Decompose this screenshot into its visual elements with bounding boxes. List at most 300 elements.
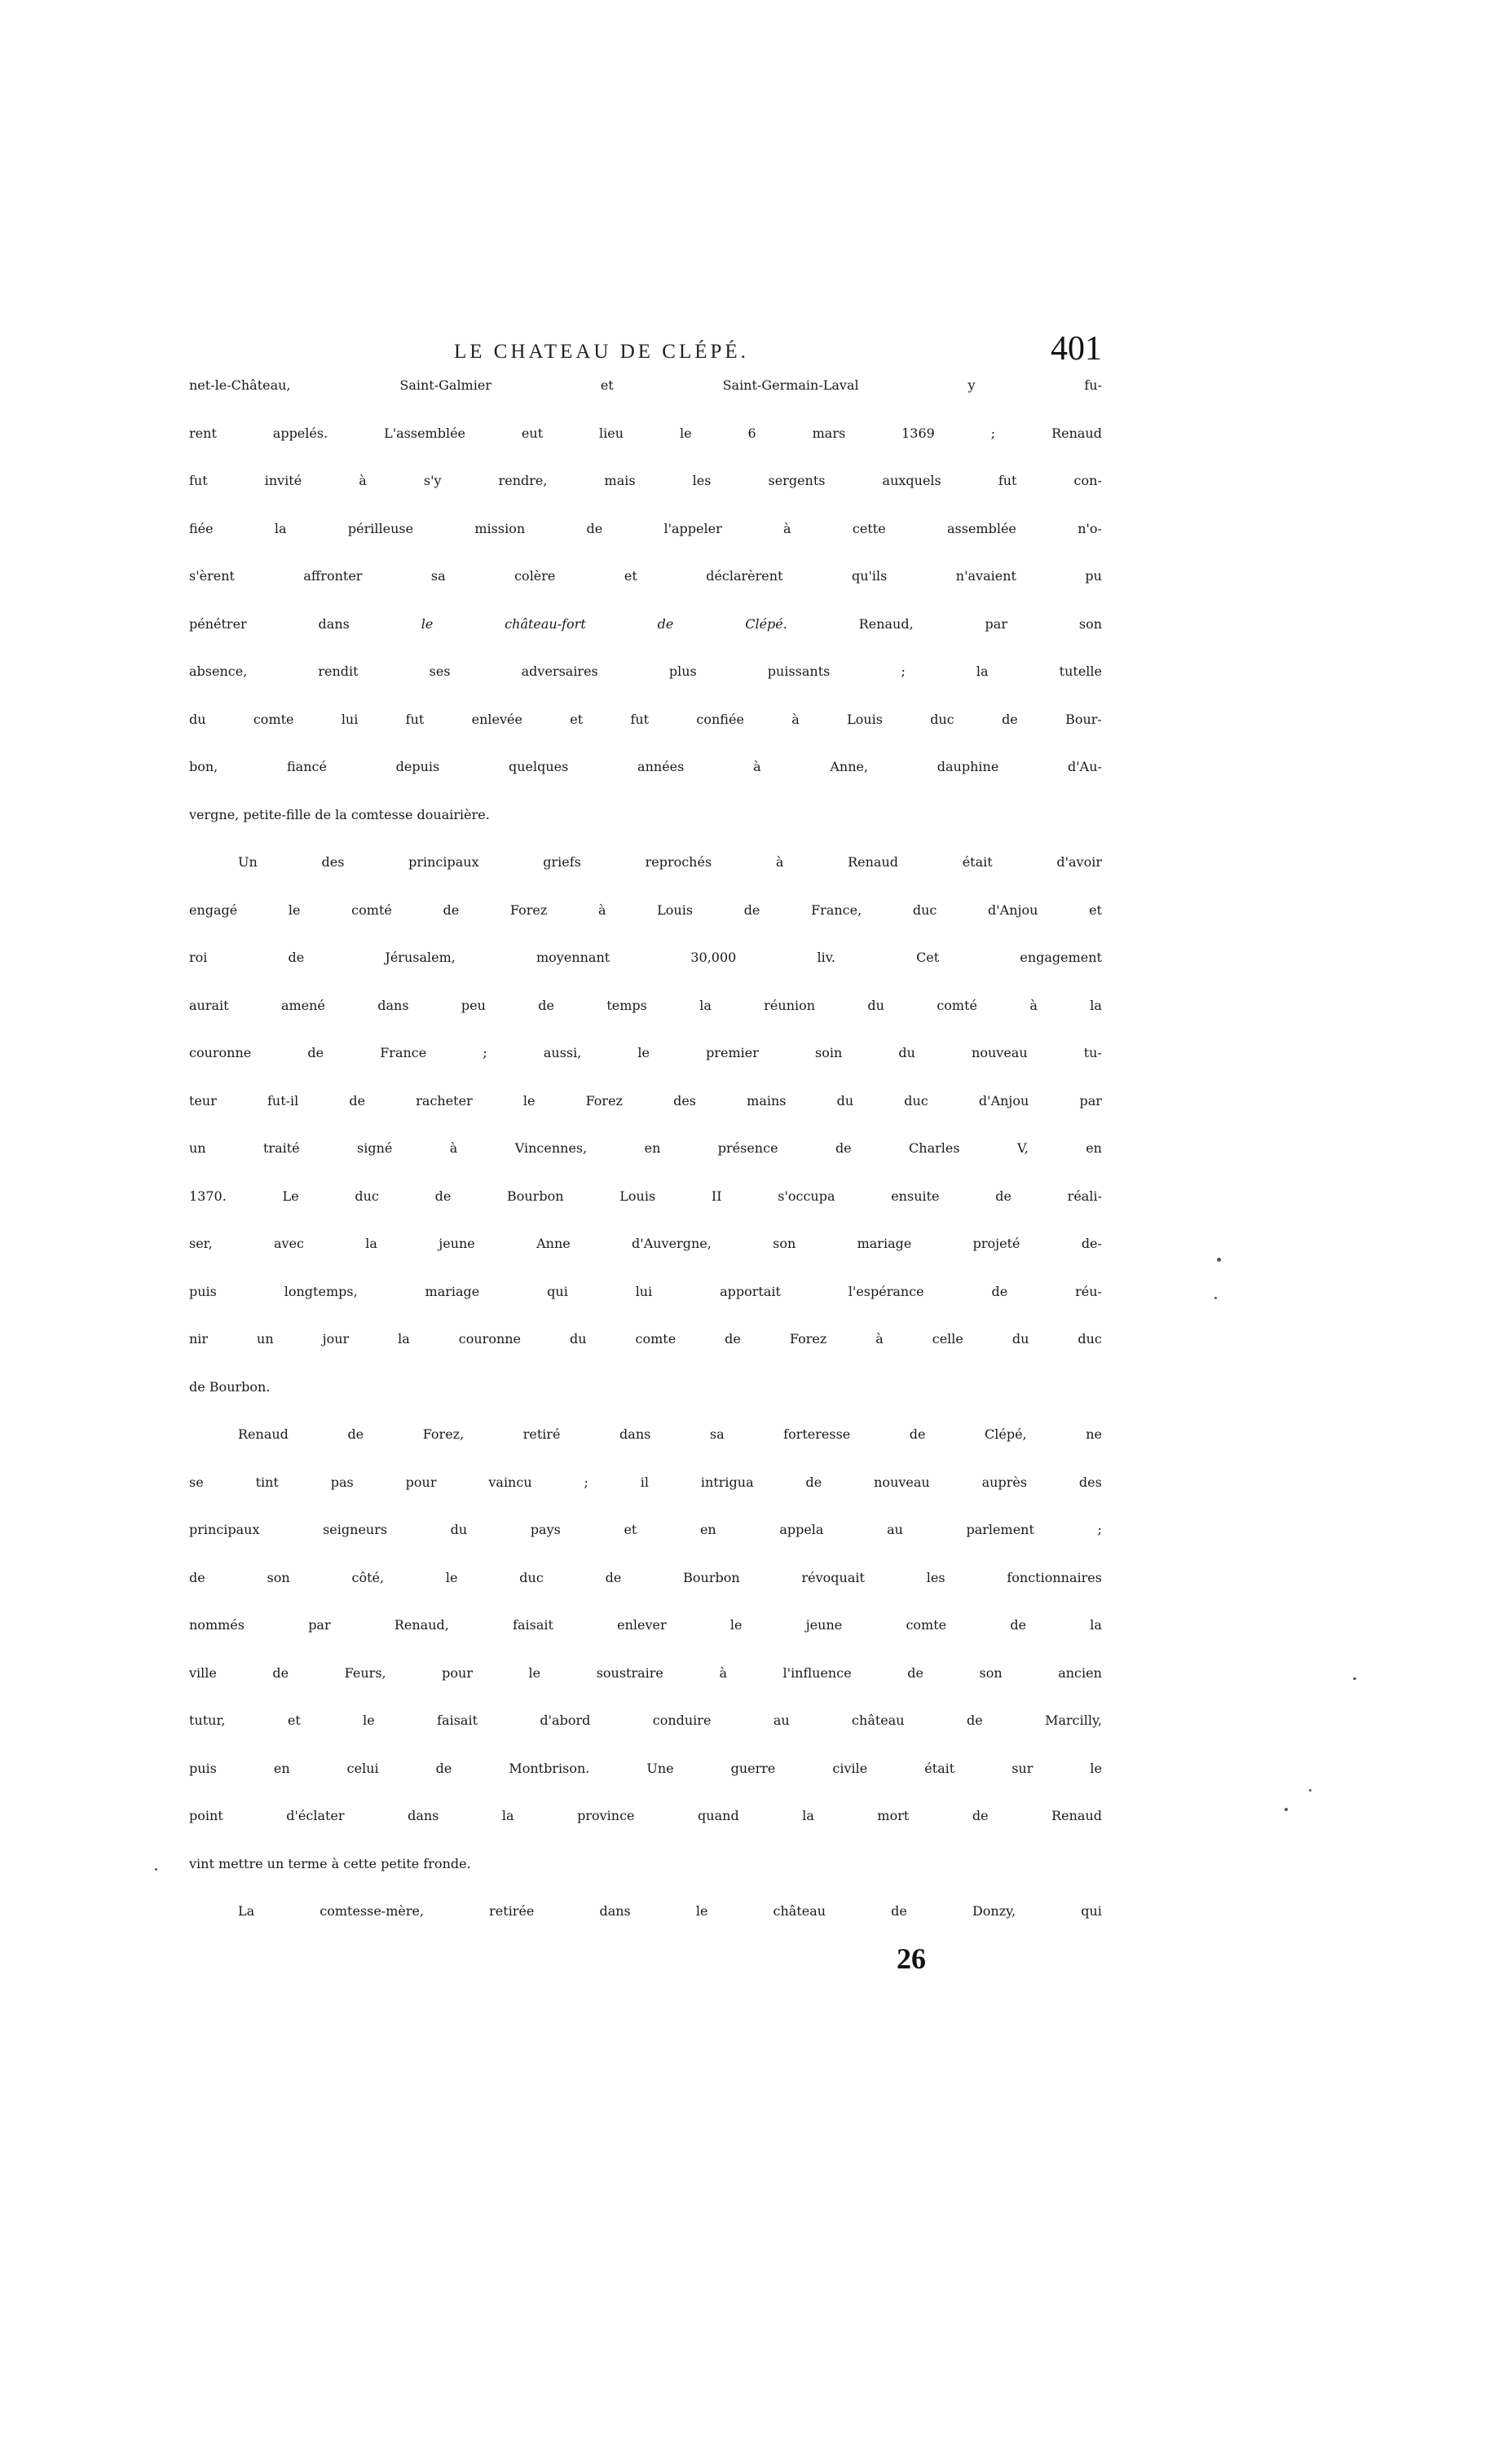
word: sa: [709, 1426, 725, 1442]
word: signé: [357, 1140, 393, 1156]
word: Saint-Germain-Laval: [722, 377, 859, 393]
text-line: [189, 568, 1102, 616]
word: son: [979, 1664, 1003, 1681]
word: aussi,: [543, 1045, 582, 1060]
text-line: [189, 759, 1102, 807]
paragraph-first-line: [189, 1426, 1102, 1474]
word: le: [695, 1903, 708, 1919]
word: à: [359, 473, 367, 488]
word: depuis: [395, 759, 440, 774]
word: jeune: [805, 1617, 843, 1633]
word: de: [288, 950, 305, 965]
word: le: [288, 901, 301, 918]
word: en: [699, 1522, 716, 1537]
word: lieu: [599, 425, 624, 441]
text-line: [189, 1188, 1102, 1236]
word: plus: [668, 663, 697, 679]
word: tutelle: [1059, 663, 1102, 679]
word: à: [875, 1331, 884, 1347]
word: Forez,: [422, 1426, 465, 1442]
word: II: [711, 1188, 722, 1204]
word: réu-: [1075, 1283, 1102, 1299]
word: à: [1029, 997, 1038, 1013]
text-line: [189, 1284, 1102, 1332]
paper-speck: [1353, 1677, 1356, 1680]
word: duc: [519, 1569, 544, 1585]
word: la: [802, 1808, 814, 1823]
word: Charles: [909, 1140, 960, 1156]
word: du: [189, 711, 206, 727]
word: comte: [906, 1617, 947, 1633]
word: se: [189, 1474, 204, 1490]
word: cette: [852, 520, 886, 536]
word: s'èrent: [189, 568, 235, 584]
word: auprès: [981, 1474, 1028, 1490]
word: mission: [474, 520, 526, 536]
word: à: [597, 901, 606, 918]
word: adversaires: [521, 663, 598, 679]
word: faisait: [437, 1712, 478, 1728]
text-segment: pénétrer dans: [189, 615, 421, 632]
text-line: [189, 1712, 1102, 1761]
word: fut: [189, 473, 208, 488]
text-line: [189, 998, 1102, 1046]
word: comté: [351, 901, 392, 918]
word: vaincu: [488, 1474, 532, 1490]
page-number: 401: [1051, 330, 1102, 368]
word: sur: [1011, 1760, 1033, 1776]
word: l'influence: [782, 1664, 852, 1681]
word: par: [308, 1617, 331, 1633]
word: France,: [811, 901, 862, 918]
word: au: [887, 1522, 903, 1537]
word: des: [321, 854, 345, 870]
word: des: [1078, 1474, 1102, 1490]
word: retiré: [522, 1426, 561, 1442]
word: par: [1079, 1092, 1102, 1109]
word: la: [1090, 997, 1102, 1013]
word: de: [538, 997, 554, 1013]
word: et: [1089, 901, 1102, 918]
word: le: [1090, 1760, 1102, 1776]
paper-speck: [155, 1868, 157, 1871]
word: années: [637, 759, 685, 774]
word: Forez: [789, 1331, 827, 1347]
word: Renaud: [1051, 425, 1102, 441]
word: France: [380, 1045, 427, 1060]
word: affronter: [303, 568, 363, 584]
word: ville: [189, 1664, 217, 1681]
word: ;: [1097, 1522, 1102, 1537]
word: Anne: [536, 1236, 571, 1251]
word: du: [1011, 1331, 1029, 1347]
word: retirée: [489, 1903, 535, 1919]
word: fu-: [1084, 377, 1102, 393]
word: moyennant: [535, 950, 610, 965]
word: Le: [282, 1188, 299, 1204]
word: auxquels: [882, 473, 941, 488]
word: et: [287, 1712, 301, 1728]
word: 1369: [901, 425, 935, 441]
word: ensuite: [891, 1188, 940, 1204]
running-head: [189, 329, 1120, 378]
word: était: [924, 1760, 955, 1776]
word: duc: [912, 901, 937, 918]
word: tint: [255, 1474, 279, 1490]
word: d'éclater: [286, 1808, 345, 1823]
word: des: [673, 1092, 697, 1109]
word: la: [501, 1808, 514, 1823]
word: V,: [1016, 1140, 1029, 1156]
word: eut: [521, 425, 544, 441]
text-line: [189, 663, 1102, 712]
word: duc: [904, 1092, 928, 1109]
text-line: [189, 1570, 1102, 1618]
word: mariage: [425, 1283, 480, 1299]
word: de: [743, 901, 760, 918]
word: ;: [901, 663, 906, 679]
word: les: [692, 473, 712, 488]
word: du: [867, 997, 884, 1013]
paragraph-first-line: [189, 1903, 1102, 1951]
running-title: LE CHATEAU DE CLÉPÉ.: [454, 341, 749, 363]
word: de: [909, 1426, 926, 1442]
text-line: de Bourbon.: [189, 1378, 271, 1395]
word: nir: [189, 1331, 209, 1347]
word: la: [398, 1331, 410, 1347]
word: appelés.: [272, 425, 328, 441]
word: ses: [429, 663, 451, 679]
text-line: [189, 1093, 1102, 1141]
word: ;: [990, 425, 996, 441]
word: avec: [273, 1236, 304, 1251]
word: fiancé: [286, 759, 327, 774]
word: de: [189, 1569, 205, 1585]
text-line: [189, 473, 1102, 521]
word: jeune: [439, 1236, 475, 1251]
word: y: [967, 377, 976, 393]
word: mort: [877, 1808, 910, 1823]
word: Donzy,: [972, 1903, 1016, 1919]
word: de: [605, 1569, 622, 1585]
word: la: [365, 1236, 377, 1251]
word: de: [1002, 711, 1018, 727]
word: fonctionnaires: [1007, 1569, 1102, 1585]
word: civile: [832, 1760, 868, 1776]
word: Une: [646, 1760, 674, 1776]
word: Louis: [847, 711, 883, 727]
word: quand: [698, 1808, 739, 1823]
word: château: [773, 1903, 826, 1919]
word: de: [307, 1045, 324, 1060]
text-line: [189, 1140, 1102, 1188]
text-line: [189, 1474, 1102, 1523]
word: un: [189, 1140, 206, 1156]
word: confiée: [696, 711, 744, 727]
word: mais: [604, 473, 636, 488]
word: Louis: [619, 1188, 656, 1204]
word: guerre: [730, 1760, 776, 1776]
word: traité: [263, 1140, 300, 1156]
word: Bour-: [1065, 711, 1102, 727]
word: le: [528, 1664, 541, 1681]
word: à: [791, 711, 800, 727]
word: la: [699, 997, 712, 1013]
word: d'Anjou: [988, 901, 1038, 918]
word: quelques: [508, 759, 569, 774]
text-line: [189, 902, 1102, 950]
paper-speck: [1285, 1808, 1288, 1811]
word: comté: [937, 997, 977, 1013]
text-line: [189, 1617, 1102, 1665]
word: nouveau: [972, 1045, 1028, 1060]
word: le: [637, 1045, 650, 1060]
word: d'avoir: [1056, 854, 1102, 870]
word: dans: [377, 997, 409, 1013]
word: de: [349, 1092, 366, 1109]
word: s'y: [423, 473, 442, 488]
word: Un: [238, 854, 258, 870]
word: périlleuse: [347, 520, 414, 536]
word: pour: [405, 1474, 437, 1490]
word: de: [443, 901, 460, 918]
word: pu: [1085, 568, 1102, 584]
word: premier: [706, 1045, 759, 1060]
word: n'avaient: [955, 568, 1016, 584]
word: Forez: [585, 1092, 623, 1109]
word: d'Au-: [1068, 759, 1102, 774]
word: comte: [635, 1331, 676, 1347]
word: nouveau: [874, 1474, 930, 1490]
body-text: [189, 377, 1102, 1951]
word: principaux: [189, 1522, 260, 1537]
word: n'o-: [1078, 520, 1102, 536]
word: duc: [930, 711, 954, 727]
word: présence: [717, 1140, 778, 1156]
word: de: [995, 1188, 1011, 1204]
paper-speck: [1309, 1789, 1311, 1792]
word: du: [836, 1092, 854, 1109]
word: de: [805, 1474, 822, 1490]
word: liv.: [817, 950, 835, 965]
word: longtemps,: [284, 1283, 358, 1299]
word: mars: [812, 425, 846, 441]
word: Louis: [657, 901, 694, 918]
word: forteresse: [783, 1426, 851, 1442]
word: à: [449, 1140, 458, 1156]
word: tutur,: [189, 1712, 226, 1728]
word: absence,: [189, 663, 248, 679]
word: du: [898, 1045, 915, 1060]
word: fut-il: [267, 1092, 299, 1109]
word: dans: [408, 1808, 439, 1823]
word: appela: [779, 1522, 824, 1537]
word: enlever: [617, 1617, 667, 1633]
word: Vincennes,: [514, 1140, 588, 1156]
word: puissants: [767, 663, 831, 679]
word: parlement: [966, 1522, 1034, 1537]
word: la: [274, 520, 287, 536]
word: un: [257, 1331, 274, 1347]
word: point: [189, 1808, 223, 1823]
word: sergents: [768, 473, 826, 488]
text-line: [189, 1236, 1102, 1284]
word: Bourbon: [507, 1188, 564, 1204]
word: assemblée: [946, 520, 1016, 536]
word: soustraire: [596, 1664, 663, 1681]
word: et: [624, 1522, 637, 1537]
word: couronne: [458, 1331, 522, 1347]
word: duc: [1078, 1331, 1102, 1347]
word: à: [753, 759, 761, 774]
word: pas: [330, 1474, 354, 1490]
word: dauphine: [937, 759, 999, 774]
word: jour: [322, 1331, 350, 1347]
word: duc: [355, 1188, 379, 1204]
word: lui: [341, 711, 359, 727]
word: il: [640, 1474, 650, 1490]
word: ;: [584, 1474, 588, 1490]
word: de: [972, 1808, 989, 1823]
text-line: [189, 1045, 1102, 1093]
word: d'Auvergne,: [632, 1236, 712, 1251]
word: de-: [1081, 1236, 1102, 1251]
text-line: [189, 1331, 1102, 1379]
text-line: [189, 1808, 1102, 1856]
text-line: [189, 712, 1102, 760]
word: 6: [747, 425, 756, 441]
signature-mark: 26: [897, 1942, 926, 1975]
word: puis: [189, 1760, 217, 1776]
word: La: [238, 1903, 255, 1919]
word: du: [450, 1522, 468, 1537]
word: de: [272, 1664, 289, 1681]
word: l'appeler: [663, 520, 722, 536]
word: puis: [189, 1283, 217, 1299]
paper-speck: [1217, 1258, 1221, 1262]
word: conduire: [652, 1712, 712, 1728]
word: la: [976, 663, 989, 679]
word: le: [363, 1712, 375, 1728]
word: rendit: [318, 663, 359, 679]
word: de: [966, 1712, 983, 1728]
word: à: [783, 520, 791, 536]
word: de: [586, 520, 603, 536]
word: ser,: [189, 1236, 213, 1251]
word: Forez: [509, 901, 548, 918]
word: Cet: [916, 950, 940, 965]
word: Bourbon: [683, 1569, 740, 1585]
word: engagé: [189, 901, 238, 918]
text-line: vergne, petite-fille de la comtesse douairière.: [189, 806, 490, 822]
word: était: [962, 854, 993, 870]
word: Renaud: [238, 1426, 289, 1442]
word: Montbrison.: [509, 1760, 590, 1776]
word: seigneurs: [323, 1522, 388, 1537]
word: son: [267, 1569, 290, 1585]
word: de: [725, 1331, 741, 1347]
word: le: [445, 1569, 458, 1585]
word: fut: [998, 473, 1017, 488]
word: Feurs,: [344, 1664, 386, 1681]
word: dans: [619, 1426, 651, 1442]
word: réali-: [1067, 1188, 1102, 1204]
word: de: [1010, 1617, 1027, 1633]
word: fiée: [189, 520, 214, 536]
word: de: [907, 1664, 923, 1681]
word: fut: [405, 711, 425, 727]
word: Saint-Galmier: [399, 377, 491, 393]
word: les: [926, 1569, 945, 1585]
word: le: [679, 425, 692, 441]
word: Renaud: [848, 854, 898, 870]
word: côté,: [351, 1569, 385, 1585]
word: du: [570, 1331, 587, 1347]
word: et: [570, 711, 584, 727]
word: intrigua: [700, 1474, 754, 1490]
word: ne: [1086, 1426, 1102, 1442]
word: au: [773, 1712, 790, 1728]
word: pour: [442, 1664, 473, 1681]
word: et: [600, 377, 614, 393]
word: de: [347, 1426, 364, 1442]
word: principaux: [408, 854, 479, 870]
word: de: [891, 1903, 907, 1919]
text-line: [189, 377, 1102, 425]
word: amené: [280, 997, 325, 1013]
word: Marcilly,: [1045, 1712, 1102, 1728]
word: net-le-Château,: [189, 377, 291, 393]
word: mains: [747, 1092, 787, 1109]
word: rendre,: [498, 473, 548, 488]
word: comte: [253, 711, 294, 727]
word: déclarèrent: [706, 568, 783, 584]
word: comtesse-mère,: [320, 1903, 425, 1919]
text-segment: Renaud, par son: [787, 615, 1102, 632]
word: qu'ils: [851, 568, 888, 584]
word: reprochés: [645, 854, 712, 870]
word: de: [434, 1188, 452, 1204]
word: en: [644, 1140, 661, 1156]
word: sa: [430, 568, 446, 584]
word: de: [991, 1283, 1008, 1299]
word: teur: [189, 1092, 217, 1109]
word: Clépé,: [985, 1426, 1027, 1442]
word: pays: [530, 1522, 561, 1537]
word: à: [719, 1664, 727, 1681]
word: peu: [461, 997, 486, 1013]
word: réunion: [764, 997, 816, 1013]
word: en: [273, 1760, 290, 1776]
text-line: vint mettre un terme à cette petite fronde.: [189, 1855, 471, 1871]
word: qui: [547, 1283, 568, 1299]
word: rent: [189, 425, 217, 441]
word: ;: [483, 1045, 487, 1060]
word: d'Anjou: [978, 1092, 1029, 1109]
word: lui: [635, 1283, 653, 1299]
word: le: [522, 1092, 535, 1109]
word: temps: [606, 997, 647, 1013]
word: nommés: [189, 1617, 245, 1633]
word: l'espérance: [848, 1283, 924, 1299]
word: racheter: [416, 1092, 473, 1109]
word: enlevée: [471, 711, 522, 727]
word: faisait: [513, 1617, 553, 1633]
word: province: [577, 1808, 635, 1823]
word: d'abord: [540, 1712, 591, 1728]
text-line-with-italic: [189, 616, 1102, 664]
word: en: [1086, 1140, 1102, 1156]
